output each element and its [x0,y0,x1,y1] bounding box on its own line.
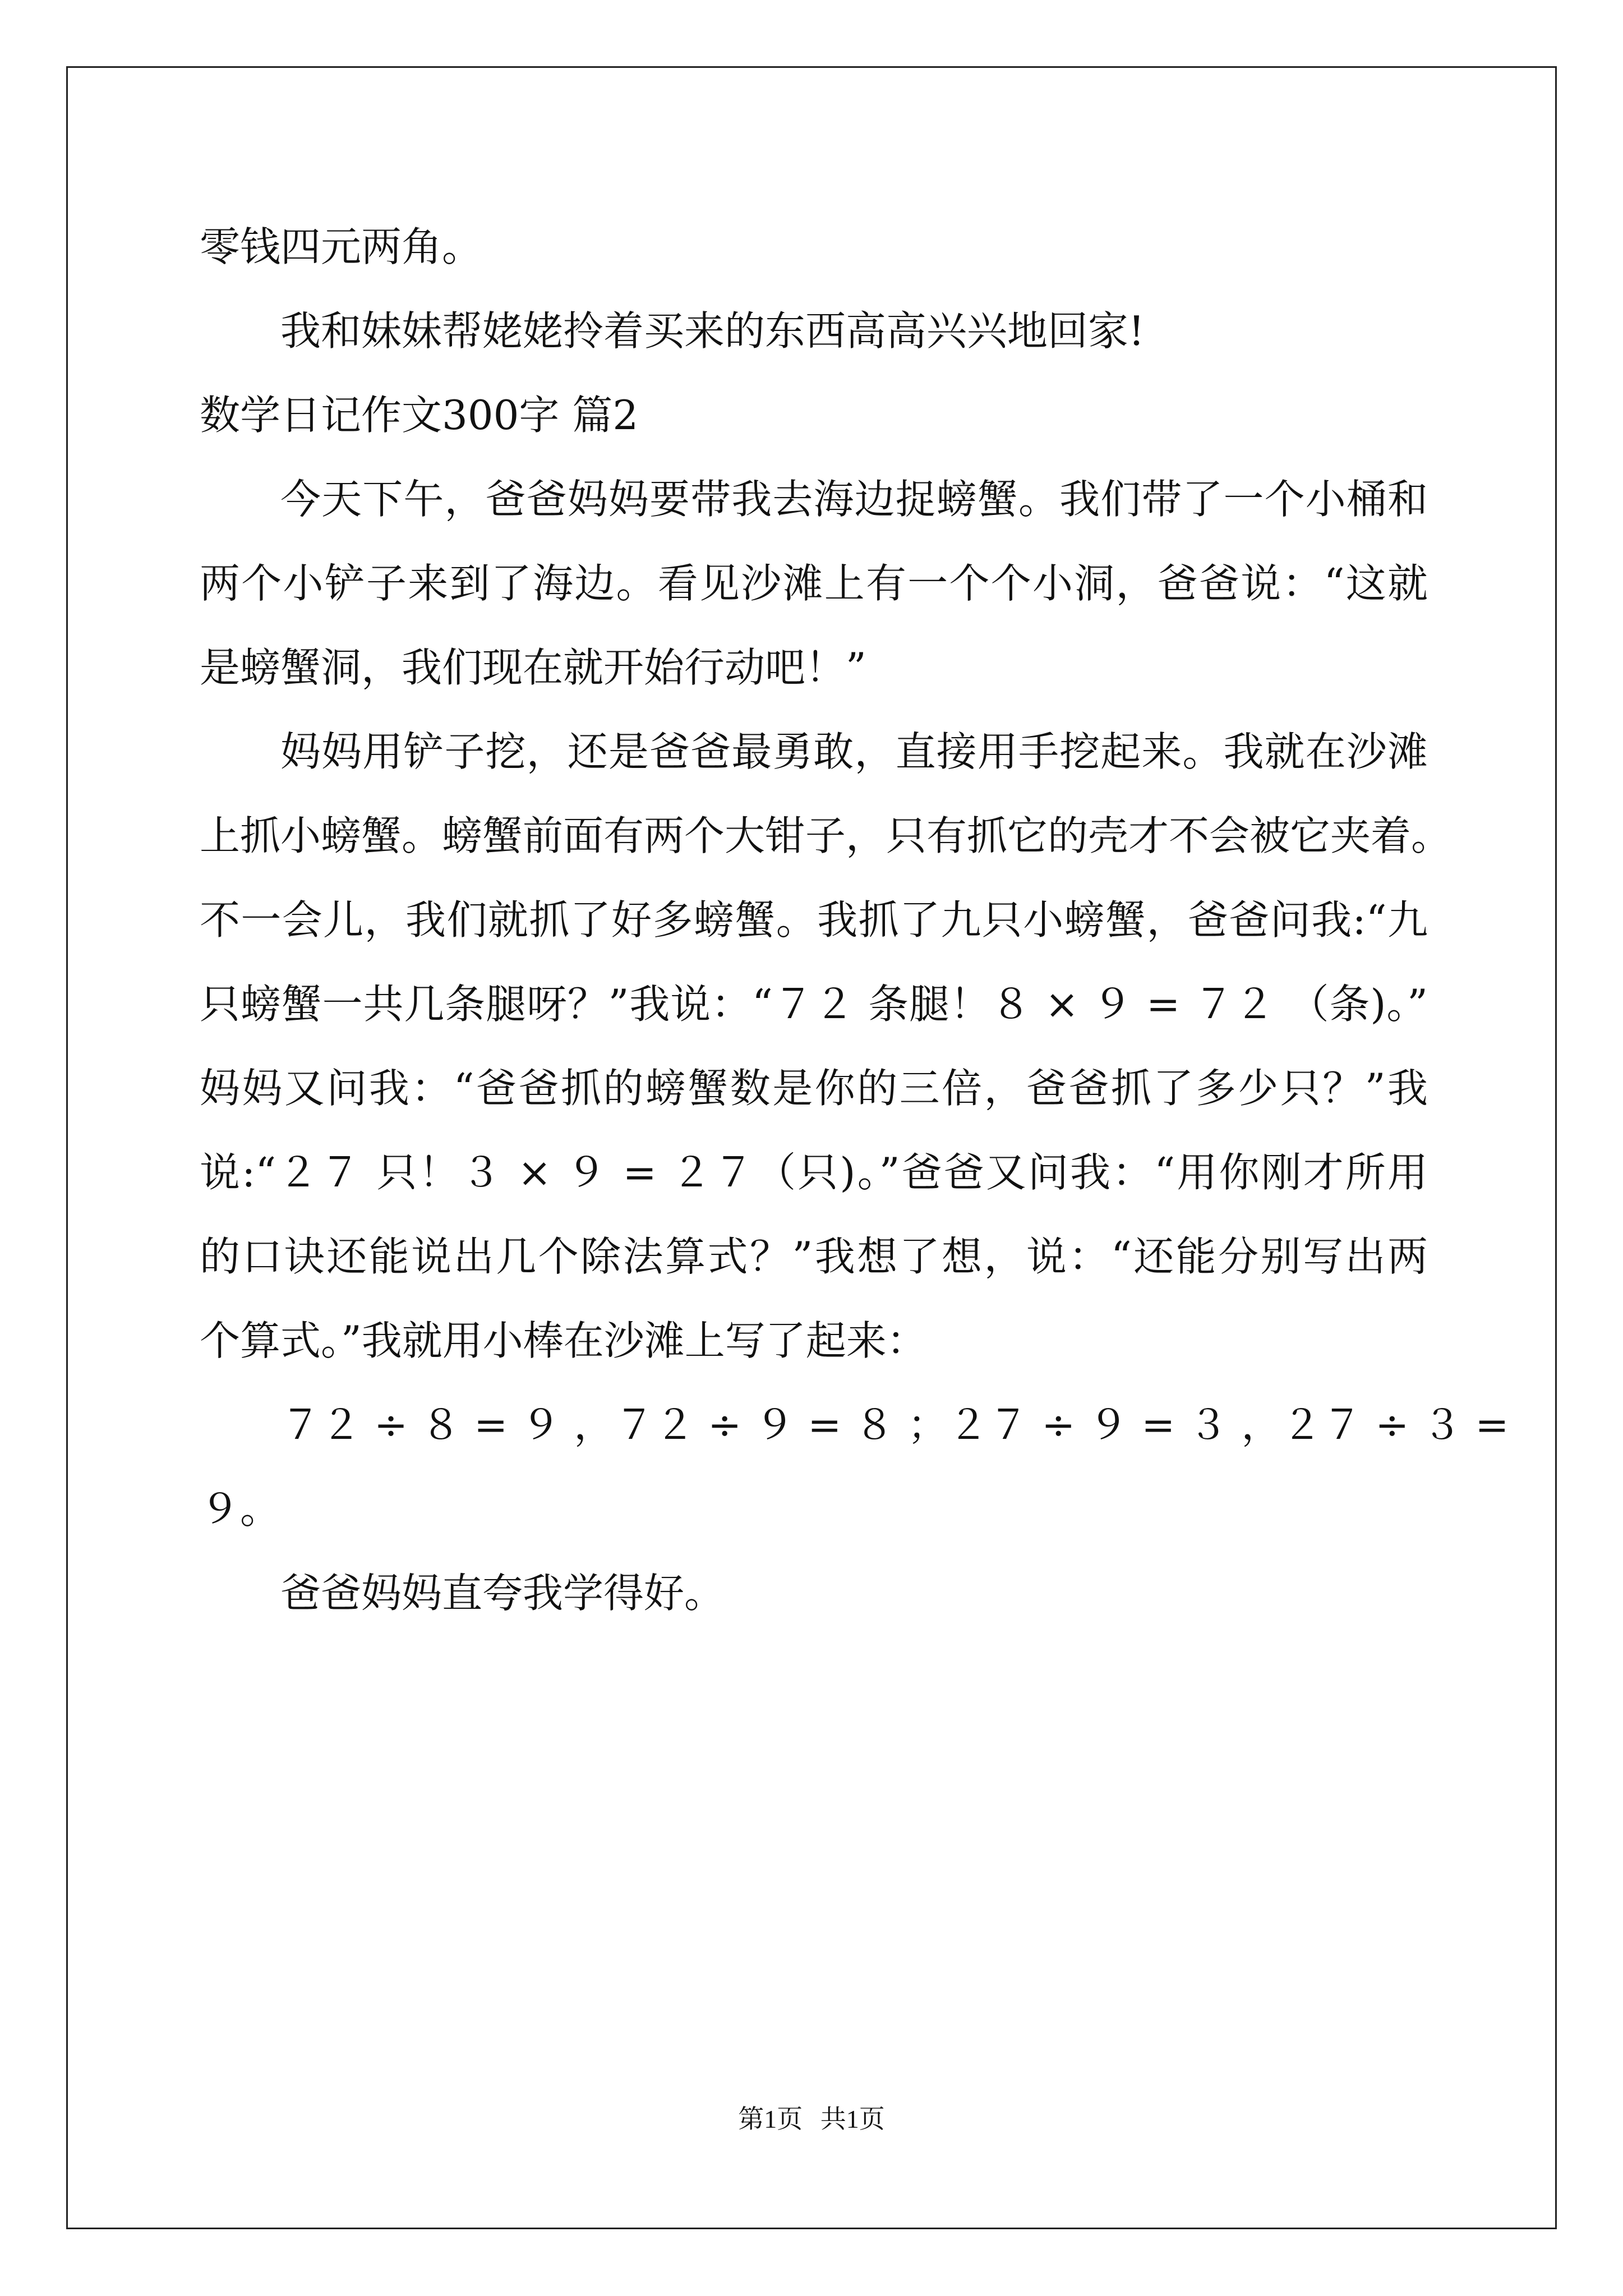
text-line: 我和妹妹帮姥姥拎着买来的东西高高兴兴地回家! [280,307,1145,355]
text-line: 是螃蟹洞，我们现在就开始行动吧！” [200,644,866,691]
page-footer [0,2102,1623,2136]
section-heading: 数学日记作文300字 篇2 [200,392,639,439]
text-line: 不一会儿，我们就抓了好多螃蟹。我抓了九只小螃蟹，爸爸问我:“九 [200,896,1428,944]
text-line: 个算式。”我就用小棒在沙滩上写了起来： [200,1317,927,1364]
text-line: 两个小铲子来到了海边。看见沙滩上有一个个小洞，爸爸说：“这就 [200,560,1428,607]
text-line: 零钱四元两角。 [200,223,483,270]
math-line: ７２ ÷ ８ = ９ ，７２ ÷ ９ = ８ ；２７ ÷ ９ = ３ ，２７ ÷ ３ = [280,1401,1509,1448]
text-line: 上抓小螃蟹。螃蟹前面有两个大钳子，只有抓它的壳才不会被它夹着。 [200,812,1452,859]
text-line: 说:“２７ 只！３ × ９ = ２７（只)。”爸爸又问我：“用你刚才所用 [200,1149,1428,1196]
page-number: 第1页 [738,2105,803,2133]
text-line: 爸爸妈妈直夸我学得好。 [280,1570,725,1617]
text-line: 妈妈用铲子挖，还是爸爸最勇敢，直接用手挖起来。我就在沙滩 [280,728,1428,775]
text-line: 的口诀还能说出几个除法算式？”我想了想，说：“还能分别写出两 [200,1233,1428,1280]
math-line: ９。 [200,1485,281,1533]
document-body [200,205,1509,1635]
text-line: 妈妈又问我：“爸爸抓的螃蟹数是你的三倍，爸爸抓了多少只？”我 [200,1065,1428,1112]
text-line: 今天下午，爸爸妈妈要带我去海边捉螃蟹。我们带了一个小桶和 [280,476,1428,523]
page-total: 共1页 [820,2105,885,2133]
text-line: 只螃蟹一共几条腿呀？”我说：“７２ 条腿！８ × ９ = ７２ （条)。” [200,981,1428,1028]
